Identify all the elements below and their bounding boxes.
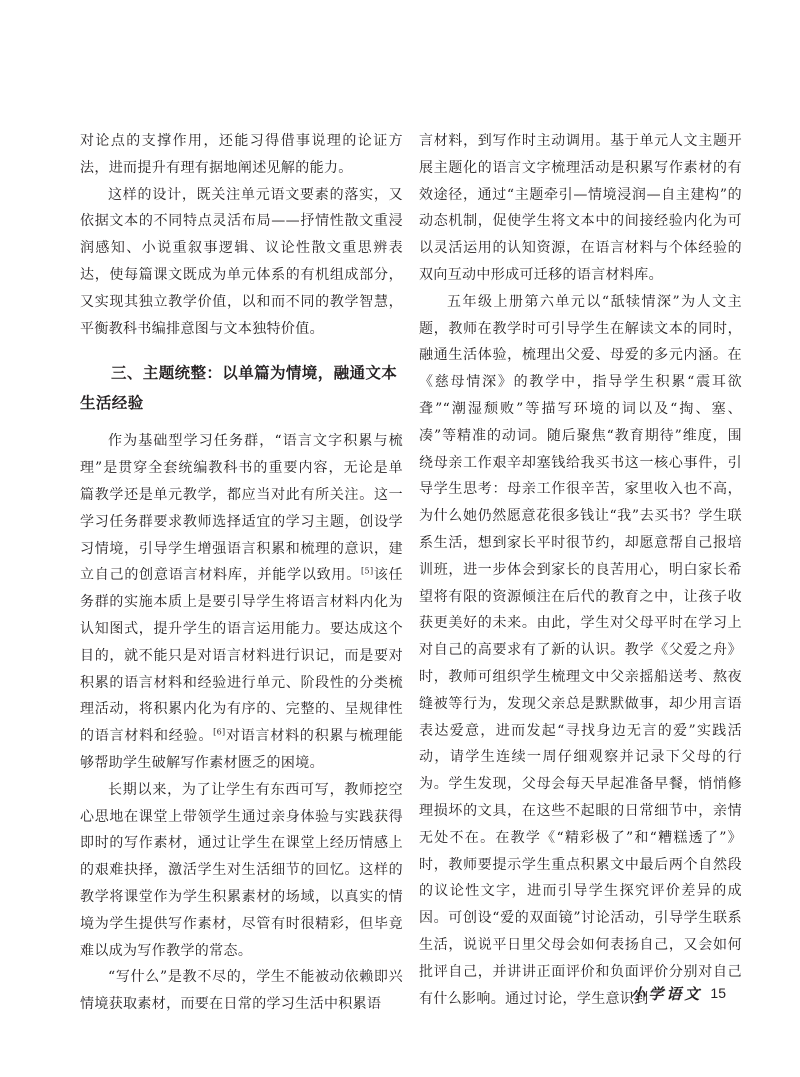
paragraph: “写什么”是教不尽的，学生不能被动依赖即兴情境获取素材，而要在日常的学习生活中积累语	[80, 969, 403, 1013]
paragraph: 五年级上册第六单元以“舐犊情深”为人文主题，教师在教学时可引导学生在解读文本的同时，融通生活体验，梳理出父爱、母爱的多元内涵。在《慈母情深》的教学中，指导学生积累“震耳欲聋”“潮湿颓败”等描写环境的词以及“掏、塞、凑”等精准的动词。随后聚焦“教育期待”维度，围绕母亲工作艰辛却塞钱给我买书这一核心事件，引导学生思考：母亲工作很辛苦，家里收入也不高，为什么她仍然愿意花很多钱让“我”去买书？学生联系生活，想到家长平时很节约，却愿意帮自己报培训班，进一步体会到家长的良苦用心，明白家长希望将有限的资源倾注在后代的教育之中，让孩子收获更美好的未来。由此，学生对父母平时在学习上对自己的高要求有了新的认识。教学《父爱之舟》时，教师可组织学生梳理文中父亲摇船送考、熬夜缝被等行为，发现父亲总是默默做事，却少用言语表达爱意，进而发起“寻找身边无言的爱”实践活动，请学生连续一周仔细观察并记录下父母的行为。学生发现，父母会每天早起准备早餐，悄悄修理损坏的文具，在这些不起眼的日常细节中，亲情无处不在。在教学《“精彩极了”和“糟糕透了”》时，教师要提示学生重点积累文中最后两个自然段的议论性文字，进而引导学生探究评价差异的成因。可创设“爱的双面镜”讨论活动，引导学生联系生活，说说平日里父母会如何表扬自己，又会如何批评自己，并讲讲正面评价和负面评价分别对自己有什么影响。通过讨论，学生意识到	[419, 293, 742, 1007]
paragraph: 这样的设计，既关注单元语文要素的落实，又依据文本的不同特点灵活布局——抒情性散文重浸润感知、小说重叙事逻辑、议论性散文重思辨表达，使每篇课文既成为单元体系的有机组成部分，又实现其独立教学价值，以和而不同的教学智慧，平衡教科书编排意图与文本独特价值。	[80, 186, 403, 337]
journal-name: 小学语文	[630, 984, 703, 1003]
paragraph	[80, 428, 403, 776]
paragraph-text: 该任务群的实施本质上是要引导学生将语言材料内化为认知图式，提升学生的语言运用能力。要达成这个目的，就不能只是对语言材料进行识记，而是要对积累的语言材料和经验进行单元、阶段性的分类梳理活动，将积累内化为有序的、完整的、呈规律性的语言材料和经验。	[80, 567, 404, 745]
section-heading: 三、主题统整：以单篇为情境，融通文本生活经验	[80, 364, 398, 413]
paragraph: 对论点的支撑作用，还能习得借事说理的论证方法，进而提升有理有据地阐述见解的能力。	[80, 133, 403, 176]
page-number: 15	[710, 985, 726, 1001]
citation-ref: [5]	[361, 566, 374, 576]
page-footer	[620, 982, 726, 1004]
left-column	[80, 128, 403, 1018]
paragraph-text: 对语言材料的积累与梳理能够帮助学生破解写作素材匮乏的困境。	[80, 728, 404, 771]
paragraph: 言材料，到写作时主动调用。基于单元人文主题开展主题化的语言文字梳理活动是积累写作素材的有效途径，通过“主题牵引—情境浸润—自主建构”的动态机制，促使学生将文本中的间接经验内化为可以灵活运用的认知资源，在语言材料与个体经验的双向互动中形成可迁移的语言材料库。	[419, 133, 742, 283]
right-column	[419, 128, 742, 1012]
citation-ref: [6]	[213, 727, 226, 737]
paragraph-text: 作为基础型学习任务群，“语言文字积累与梳理”是贯穿全套统编教科书的重要内容，无论是单篇教学还是单元教学，都应当对此有所关注。这一学习任务群要求教师选择适宜的学习主题，创设学习情境，引导学生增强语言积累和梳理的意识，建立自己的创意语言材料库，并能学以致用。	[80, 433, 403, 584]
paragraph: 长期以来，为了让学生有东西可写，教师挖空心思地在课堂上带领学生通过亲身体验与实践获得即时的写作素材，通过让学生在课堂上经历情感上的艰难抉择，激活学生对生活细节的回忆。这样的教学将课堂作为学生积累素材的场域，以真实的情境为学生提供写作素材，尽管有时很精彩，但毕竟难以成为写作教学的常态。	[80, 781, 403, 959]
